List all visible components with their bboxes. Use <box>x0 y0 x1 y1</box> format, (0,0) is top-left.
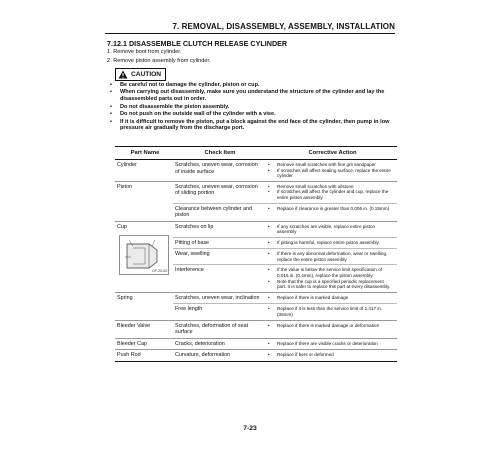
action-item: • Replace if there are visible cracks or deterioration <box>268 341 394 347</box>
check-item: Clearance between cylinder and piston <box>175 205 253 219</box>
corrective-action <box>265 339 397 350</box>
table-row <box>173 293 397 305</box>
check-item: Scratches, uneven wear, inclination <box>175 294 260 301</box>
check-item: Free length <box>175 306 203 313</box>
action-item: • If any scratches are visible, replace entire piston assembly <box>268 224 394 235</box>
page-number: 7-23 <box>243 425 257 432</box>
part-name: Cylinder <box>117 162 137 168</box>
table-row <box>173 160 397 181</box>
caution-item: • When carrying out disassembly, make sure you understand the structure of the cylinder and lay the disassembled parts out in order. <box>110 89 400 103</box>
table-row <box>173 304 397 319</box>
part-name: Bleeder Valve <box>117 322 151 329</box>
table-row-group <box>115 293 397 321</box>
corrective-action <box>265 321 397 338</box>
caution-item: • Be careful not to damage the cylinder, piston or cup. <box>110 82 400 89</box>
action-item: • If the value is below the service limit specification of 0.016 in. (0.4mm), replace the piston assembly. <box>268 267 394 278</box>
action-item: • Replace if there is marked damage or deformation <box>268 323 394 329</box>
caution-label: CAUTION <box>131 71 162 78</box>
column-header-part: Part Name <box>130 150 160 156</box>
column-header-check: Check Item <box>204 150 236 156</box>
part-cell-with-figure <box>115 222 173 292</box>
part-name: Bleeder Cap <box>117 340 147 347</box>
table-row <box>173 339 397 350</box>
table-row-group <box>115 339 397 351</box>
procedure-step: 1. Remove boot from cylinder. <box>107 49 182 55</box>
check-item: Cracks, deterioration <box>175 340 225 347</box>
action-item: • Replace if there is marked damage <box>268 295 394 301</box>
figure-code: OF-20-82 <box>152 268 168 273</box>
corrective-action <box>265 265 397 291</box>
table-row <box>173 265 397 291</box>
table-row <box>173 350 397 361</box>
action-item: • Remove small scratches with fine grit sandpaper <box>268 162 394 168</box>
caution-item: • Do not disassemble the piston assembly. <box>110 104 400 111</box>
corrective-action <box>265 249 397 264</box>
chapter-title: 7. REMOVAL, DISASSEMBLY, ASSEMBLY, INSTALLATION <box>172 22 395 31</box>
table-row-group <box>115 350 397 361</box>
part-name: Spring <box>117 294 133 301</box>
corrective-action <box>265 182 397 203</box>
corrective-action <box>265 293 397 304</box>
action-item: • Note that the cup is a specified periodic replacement part. It is safer to replace this part at every disassembly. <box>268 279 394 290</box>
action-item: • If pitting is harmful, replace entire piston assembly <box>268 240 394 246</box>
column-header-action: Corrective Action <box>308 150 357 156</box>
table-row <box>173 182 397 204</box>
table-row-group <box>115 321 397 339</box>
table-row <box>173 222 397 238</box>
part-name: Piston <box>117 183 132 190</box>
table-row-group <box>115 182 397 222</box>
check-item: Scratches, uneven wear, corrosion of inside surface <box>175 162 258 175</box>
corrective-action <box>265 160 397 181</box>
table-row-group <box>115 222 397 293</box>
caution-item: • If it is difficult to remove the piston, put a block against the end face of the cylinder, then pump in low pressure air gradually from the discharge port. <box>110 119 400 133</box>
caution-label-box <box>115 68 166 81</box>
table-row <box>173 204 397 221</box>
corrective-action <box>265 350 397 361</box>
table-row-group <box>115 160 397 182</box>
table-row <box>173 238 397 250</box>
caution-item: • Do not push on the outside wall of the cylinder with a vise. <box>110 111 400 118</box>
check-item: Scratches, uneven wear, corrosion of sliding portion <box>175 183 258 197</box>
action-item: • Replace if bent or deformed <box>268 352 394 358</box>
procedure-step: 2. Remove piston assembly from cylinder. <box>107 58 211 64</box>
corrective-action <box>265 204 397 221</box>
action-item: • If scratches will affect sealing surface, replace the entire cylinder <box>268 168 394 179</box>
table-row <box>173 321 397 338</box>
check-item: Interference <box>175 267 204 274</box>
corrective-action <box>265 222 397 237</box>
cup-diagram <box>119 235 169 275</box>
table-row <box>173 249 397 265</box>
check-item: Curvature, deformation <box>175 352 231 358</box>
check-item: Scratches, deformation of seat surface <box>175 322 249 335</box>
section-heading: 7.12.1 DISASSEMBLE CLUTCH RELEASE CYLINDER <box>107 39 288 48</box>
corrective-action <box>265 304 397 319</box>
part-name: Push Rod <box>117 352 141 358</box>
check-item: Wear, swelling <box>175 251 210 258</box>
action-item: • If there is any abnormal deformation, wear or swelling, replace the entire piston assembly <box>268 251 394 262</box>
corrective-action <box>265 238 397 249</box>
inspection-table <box>115 146 397 362</box>
check-item: Pitting of base <box>175 239 210 246</box>
table-header-row <box>115 147 397 160</box>
caution-list <box>110 82 400 133</box>
action-item: • Remove small scratches with oilstone <box>268 184 394 190</box>
page-header <box>105 13 395 34</box>
check-item: Scratches on lip <box>175 223 214 230</box>
action-item: • Replace if it is less than the service limit of 1.417 in. (36mm) <box>268 306 394 317</box>
warning-triangle-icon <box>118 70 128 79</box>
action-item: • Replace if clearance is greater than 0.006 in. (0.15mm) <box>268 206 394 212</box>
action-item: • If scratches will affect the cylinder and cup, replace the entire piston assembly <box>268 189 394 200</box>
part-name: Cup <box>117 223 127 230</box>
